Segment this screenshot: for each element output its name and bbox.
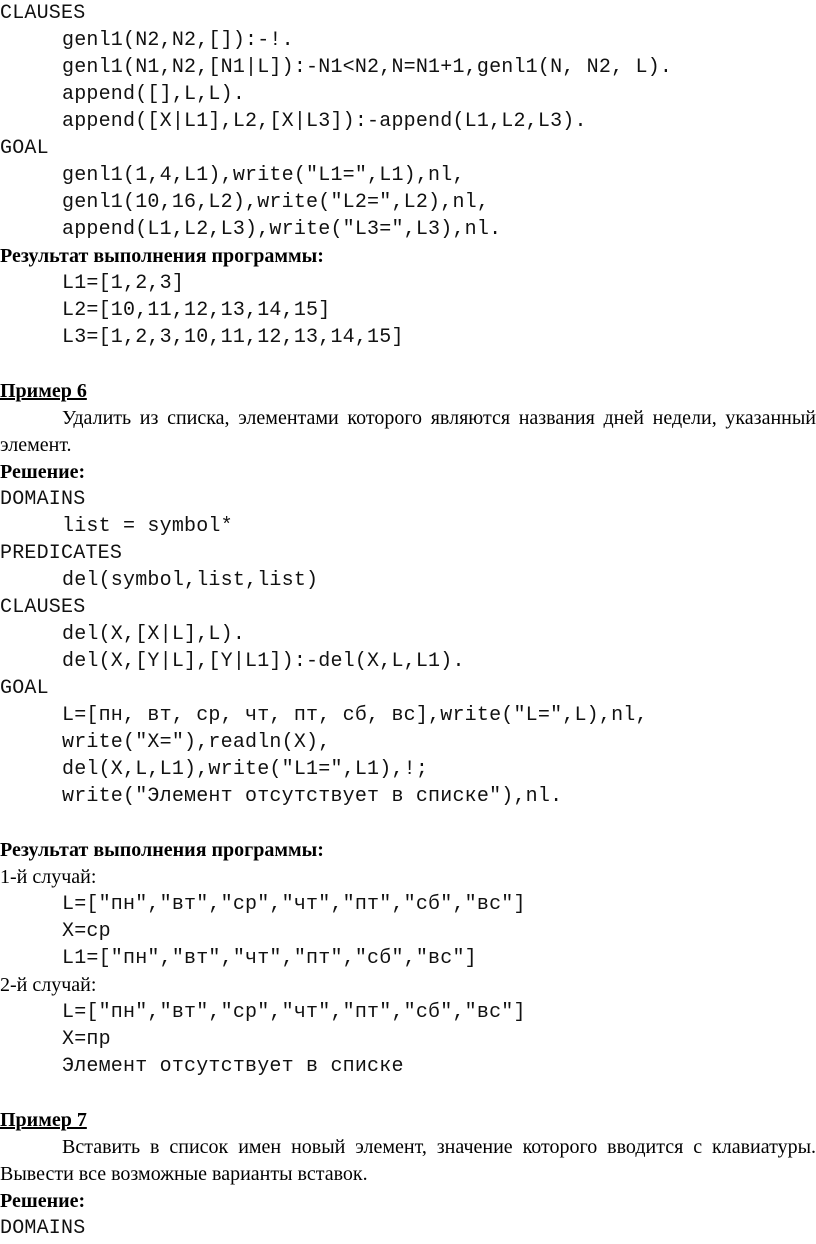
code-line: del(X,L,L1),write("L1=",L1),!; xyxy=(62,758,429,781)
example-6-task: Удалить из списка, элементами которого являются названия дней недели, указанный элемент. xyxy=(0,407,816,456)
code-line: genl1(N1,N2,[N1|L]):-N1<N2,N=N1+1,genl1(N, N2, L). xyxy=(62,56,673,79)
output-line: L2=[10,11,12,13,14,15] xyxy=(62,299,331,322)
output-line: X=пр xyxy=(62,1028,111,1051)
code-line: genl1(N2,N2,[]):-!. xyxy=(62,29,294,52)
code-line: genl1(1,4,L1),write("L1=",L1),nl, xyxy=(62,164,465,187)
result-heading: Результат выполнения программы: xyxy=(0,245,324,267)
case-1-label: 1-й случай: xyxy=(0,866,97,888)
goal-header: GOAL xyxy=(0,677,49,700)
output-line: X=ср xyxy=(62,920,111,943)
spacer xyxy=(0,810,816,837)
clauses-header: CLAUSES xyxy=(0,596,86,619)
output-line: L3=[1,2,3,10,11,12,13,14,15] xyxy=(62,326,404,349)
code-line: L=[пн, вт, ср, чт, пт, сб, вс],write("L=",L),nl, xyxy=(62,704,648,727)
result-heading: Результат выполнения программы: xyxy=(0,839,324,861)
predicates-header: PREDICATES xyxy=(0,542,123,565)
output-line: L=["пн","вт","ср","чт","пт","сб","вс"] xyxy=(62,893,526,916)
example-7-task: Вставить в список имен новый элемент, значение которого вводится с клавиатуры. Вывести все возможные варианты вставок. xyxy=(0,1136,816,1185)
clauses-header: CLAUSES xyxy=(0,2,86,25)
case-2-label: 2-й случай: xyxy=(0,974,97,996)
spacer xyxy=(0,1080,816,1107)
code-line: write("X="),readln(X), xyxy=(62,731,331,754)
code-line: list = symbol* xyxy=(62,515,233,538)
example-6-title: Пример 6 xyxy=(0,380,87,402)
example-7-title: Пример 7 xyxy=(0,1109,87,1131)
code-line: append([X|L1],L2,[X|L3]):-append(L1,L2,L3). xyxy=(62,110,587,133)
code-line: genl1(10,16,L2),write("L2=",L2),nl, xyxy=(62,191,490,214)
code-line: write("Элемент отсутствует в списке"),nl. xyxy=(62,785,563,808)
output-line: L1=["пн","вт","чт","пт","сб","вс"] xyxy=(62,947,477,970)
code-line: append([],L,L). xyxy=(62,83,246,106)
domains-header: DOMAINS xyxy=(0,1217,86,1240)
domains-header: DOMAINS xyxy=(0,488,86,511)
code-line: append(L1,L2,L3),write("L3=",L3),nl. xyxy=(62,218,502,241)
code-line: del(symbol,list,list) xyxy=(62,569,319,592)
solution-heading: Решение: xyxy=(0,461,86,483)
spacer xyxy=(0,351,816,378)
code-line: del(X,[Y|L],[Y|L1]):-del(X,L,L1). xyxy=(62,650,465,673)
output-line: Элемент отсутствует в списке xyxy=(62,1055,404,1078)
goal-header: GOAL xyxy=(0,137,49,160)
code-line: del(X,[X|L],L). xyxy=(62,623,246,646)
output-line: L1=[1,2,3] xyxy=(62,272,185,295)
output-line: L=["пн","вт","ср","чт","пт","сб","вс"] xyxy=(62,1001,526,1024)
solution-heading: Решение: xyxy=(0,1190,86,1212)
